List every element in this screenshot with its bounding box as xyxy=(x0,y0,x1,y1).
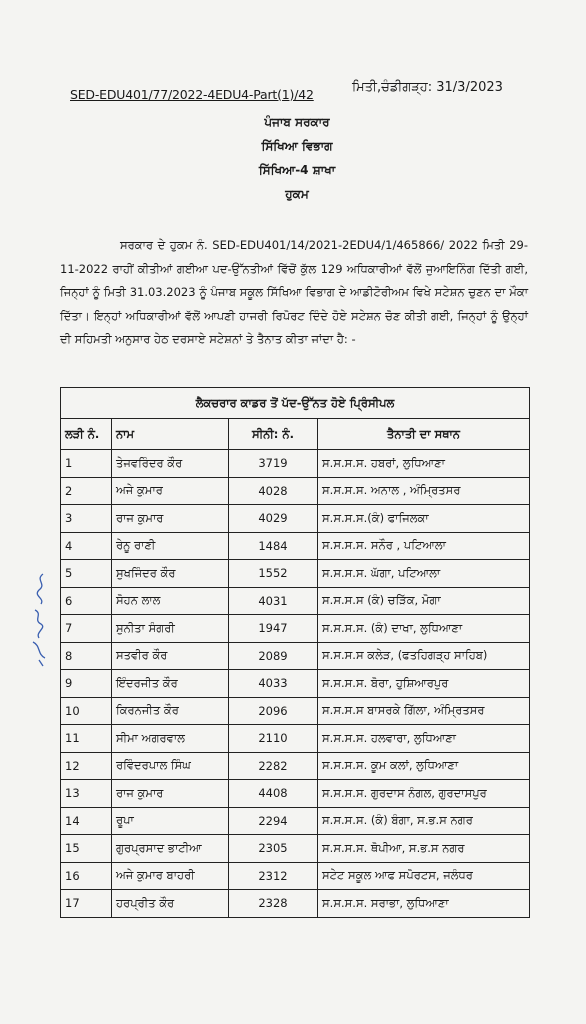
table-row xyxy=(61,505,530,533)
name-cell: ਸੋਹਨ ਲਾਲ xyxy=(112,587,229,615)
serial-cell: 11 xyxy=(61,725,112,753)
serial-cell: 17 xyxy=(61,890,112,918)
order-label: ਹੁਕਮ xyxy=(285,187,309,201)
name-cell: ਗੁਰਪ੍ਰਸਾਦ ਭਾਟੀਆ xyxy=(112,835,229,863)
seniority-cell: 2110 xyxy=(229,725,318,753)
name-cell: ਅਜੇ ਕੁਮਾਰ xyxy=(112,477,229,505)
document-heading xyxy=(0,110,586,206)
postings-table xyxy=(60,387,530,918)
name-cell: ਰਾਜ ਕੁਮਾਰ xyxy=(112,780,229,808)
table-row xyxy=(61,890,530,918)
serial-cell: 8 xyxy=(61,642,112,670)
posting-cell: ਸ.ਸ.ਸ.ਸ. ਸਰਾਭਾ, ਲੁਧਿਆਣਾ xyxy=(318,890,530,918)
table-row xyxy=(61,862,530,890)
table-row xyxy=(61,807,530,835)
posting-cell: ਸ.ਸ.ਸ.ਸ. ਬੋਰਾ, ਹੁਸ਼ਿਆਰਪੁਰ xyxy=(318,670,530,698)
table-row xyxy=(61,477,530,505)
serial-cell: 13 xyxy=(61,780,112,808)
table-title-row xyxy=(61,388,530,419)
posting-cell: ਸ.ਸ.ਸ.ਸ. ਕੂਮ ਕਲਾਂ, ਲੁਧਿਆਣਾ xyxy=(318,752,530,780)
posting-cell: ਸ.ਸ.ਸ.ਸ. (ਕੰ) ਬੰਗਾ, ਸ.ਭ.ਸ ਨਗਰ xyxy=(318,807,530,835)
table-row xyxy=(61,670,530,698)
seniority-cell: 2305 xyxy=(229,835,318,863)
name-cell: ਹਰਪ੍ਰੀਤ ਕੌਰ xyxy=(112,890,229,918)
seniority-cell: 2282 xyxy=(229,752,318,780)
seniority-cell: 4031 xyxy=(229,587,318,615)
seniority-cell: 4028 xyxy=(229,477,318,505)
header-serial: ਲੜੀ ਨੰ. xyxy=(61,419,112,450)
name-cell: ਸੀਮਾ ਅਗਰਵਾਲ xyxy=(112,725,229,753)
table-row xyxy=(61,615,530,643)
name-cell: ਰੂਪਾ xyxy=(112,807,229,835)
seniority-cell: 2312 xyxy=(229,862,318,890)
seniority-cell: 4033 xyxy=(229,670,318,698)
serial-cell: 6 xyxy=(61,587,112,615)
table-row xyxy=(61,450,530,478)
table-row xyxy=(61,642,530,670)
serial-cell: 3 xyxy=(61,505,112,533)
table-row xyxy=(61,780,530,808)
order-date: ਮਿਤੀ,ਚੰਡੀਗੜ੍ਹ: 31/3/2023 xyxy=(352,80,503,95)
seniority-cell: 1947 xyxy=(229,615,318,643)
name-cell: ਤੇਜਵਰਿੰਦਰ ਕੌਰ xyxy=(112,450,229,478)
serial-cell: 2 xyxy=(61,477,112,505)
table-header-row xyxy=(61,419,530,450)
reference-number: SED-EDU401/77/2022-4EDU4-Part(1)/42 xyxy=(70,87,314,102)
name-cell: ਕਿਰਨਜੀਤ ਕੌਰ xyxy=(112,697,229,725)
table-row xyxy=(61,835,530,863)
posting-cell: ਸ.ਸ.ਸ.ਸ. ਘੱਗਾ, ਪਟਿਆਲਾ xyxy=(318,560,530,588)
table-row xyxy=(61,697,530,725)
government-name: ਪੰਜਾਬ ਸਰਕਾਰ xyxy=(264,115,330,129)
posting-cell: ਸ.ਸ.ਸ.ਸ. ਸਨੌਰ , ਪਟਿਆਲਾ xyxy=(318,532,530,560)
seniority-cell: 2096 xyxy=(229,697,318,725)
header-seniority: ਸੀਨੀ: ਨੰ. xyxy=(229,419,318,450)
order-body-text: ਸਰਕਾਰ ਦੇ ਹੁਕਮ ਨੰ. SED-EDU401/14/2021-2EDU4/1/465866/ 2022 ਮਿਤੀ 29-11-2022 ਰਾਹੀਂ ਕੀਤੀਆਂ ਗਈਆ ਪਦ-ਉੱਨਤੀਆਂ ਵਿੱਚੋਂ ਕੁੱਲ 129 ਅਧਿਕਾਰੀਆਂ ਵੱਲੋਂ ਜੁਆਇਨਿੰਗ ਦਿੱਤੀ ਗਈ, ਜਿਨ੍ਹਾਂ ਨੂੰ ਮਿਤੀ 31.03.2023 ਨੂੰ ਪੰਜਾਬ ਸਕੂਲ ਸਿੱਖਿਆ ਵਿਭਾਗ ਦੇ ਆਡੀਟੋਰੀਅਮ ਵਿਖੇ ਸਟੇਸ਼ਨ ਚੁਣਨ ਦਾ ਮੌਕਾ ਦਿੱਤਾ। ਇਨ੍ਹਾਂ ਅਧਿਕਾਰੀਆਂ ਵੱਲੋਂ ਆਪਣੀ ਹਾਜਰੀ ਰਿਪੋਰਟ ਦਿੰਦੇ ਹੋਏ ਸਟੇਸ਼ਨ ਚੋਣ ਕੀਤੀ ਗਈ, ਜਿਨ੍ਹਾਂ ਨੂੰ ਉਨ੍ਹਾਂ ਦੀ ਸਹਿਮਤੀ ਅਨੁਸਾਰ ਹੇਠ ਦਰਸਾਏ ਸਟੇਸ਼ਨਾਂ ਤੇ ਤੈਨਾਤ ਕੀਤਾ ਜਾਂਦਾ ਹੈ: - xyxy=(60,238,528,346)
posting-cell: ਸਟੇਟ ਸਕੂਲ ਆਫ ਸਪੋਰਟਸ, ਜਲੰਧਰ xyxy=(318,862,530,890)
posting-cell: ਸ.ਸ.ਸ.ਸ. ਹਬਰਾਂ, ਲੁਧਿਆਣਾ xyxy=(318,450,530,478)
name-cell: ਰਾਜ ਕੁਮਾਰ xyxy=(112,505,229,533)
seniority-cell: 2294 xyxy=(229,807,318,835)
serial-cell: 7 xyxy=(61,615,112,643)
serial-cell: 1 xyxy=(61,450,112,478)
serial-cell: 16 xyxy=(61,862,112,890)
name-cell: ਰਵਿੰਦਰਪਾਲ ਸਿੰਘ xyxy=(112,752,229,780)
department-name: ਸਿੱਖਿਆ ਵਿਭਾਗ xyxy=(261,139,333,153)
branch-name: ਸਿੱਖਿਆ-4 ਸ਼ਾਖਾ xyxy=(258,163,336,177)
serial-cell: 4 xyxy=(61,532,112,560)
posting-cell: ਸ.ਸ.ਸ.ਸ. (ਕੰ) ਦਾਖਾ, ਲੁਧਿਆਣਾ xyxy=(318,615,530,643)
name-cell: ਇੰਦਰਜੀਤ ਕੌਰ xyxy=(112,670,229,698)
seniority-cell: 4029 xyxy=(229,505,318,533)
serial-cell: 12 xyxy=(61,752,112,780)
name-cell: ਸੁਨੀਤਾ ਸੰਗਰੀ xyxy=(112,615,229,643)
table-row xyxy=(61,532,530,560)
name-cell: ਅਜੇ ਕੁਮਾਰ ਬਾਹਰੀ xyxy=(112,862,229,890)
name-cell: ਸੁਖਜਿੰਦਰ ਕੌਰ xyxy=(112,560,229,588)
serial-cell: 15 xyxy=(61,835,112,863)
header-name: ਨਾਮ xyxy=(112,419,229,450)
serial-cell: 10 xyxy=(61,697,112,725)
posting-cell: ਸ.ਸ.ਸ.ਸ ਬਾਸਰਕੇ ਗਿੱਲਾ, ਅੰਮ੍ਰਿਤਸਰ xyxy=(318,697,530,725)
table-row xyxy=(61,560,530,588)
serial-cell: 14 xyxy=(61,807,112,835)
seniority-cell: 1552 xyxy=(229,560,318,588)
seniority-cell: 3719 xyxy=(229,450,318,478)
posting-cell: ਸ.ਸ.ਸ.ਸ.(ਕੰ) ਫਾਜਿਲਕਾ xyxy=(318,505,530,533)
posting-cell: ਸ.ਸ.ਸ.ਸ (ਕੰ) ਚੜਿੱਕ, ਮੋਗਾ xyxy=(318,587,530,615)
posting-cell: ਸ.ਸ.ਸ.ਸ ਕਲੇੜ, (ਫਤਹਿਗੜ੍ਹ ਸਾਹਿਬ) xyxy=(318,642,530,670)
seniority-cell: 4408 xyxy=(229,780,318,808)
handwritten-signature xyxy=(25,570,55,670)
name-cell: ਰੇਨੂ ਰਾਣੀ xyxy=(112,532,229,560)
seniority-cell: 2328 xyxy=(229,890,318,918)
seniority-cell: 1484 xyxy=(229,532,318,560)
posting-cell: ਸ.ਸ.ਸ.ਸ. ਹਲਵਾਰਾ, ਲੁਧਿਆਣਾ xyxy=(318,725,530,753)
table-row xyxy=(61,725,530,753)
seniority-cell: 2089 xyxy=(229,642,318,670)
header-posting-place: ਤੈਨਾਤੀ ਦਾ ਸਥਾਨ xyxy=(318,419,530,450)
posting-cell: ਸ.ਸ.ਸ.ਸ. ਗੁਰਦਾਸ ਨੰਗਲ, ਗੁਰਦਾਸਪੁਰ xyxy=(318,780,530,808)
serial-cell: 5 xyxy=(61,560,112,588)
table-row xyxy=(61,587,530,615)
posting-cell: ਸ.ਸ.ਸ.ਸ. ਥੋਪੀਆ, ਸ.ਭ.ਸ ਨਗਰ xyxy=(318,835,530,863)
table-row xyxy=(61,752,530,780)
posting-cell: ਸ.ਸ.ਸ.ਸ. ਅਨਾਲ , ਅੰਮ੍ਰਿਤਸਰ xyxy=(318,477,530,505)
table-title: ਲੈਕਚਰਾਰ ਕਾਡਰ ਤੋਂ ਪੱਦ-ਉੱਨਤ ਹੋਏ ਪ੍ਰਿੰਸੀਪਲ xyxy=(61,388,530,419)
serial-cell: 9 xyxy=(61,670,112,698)
name-cell: ਸਤਵੀਰ ਕੌਰ xyxy=(112,642,229,670)
